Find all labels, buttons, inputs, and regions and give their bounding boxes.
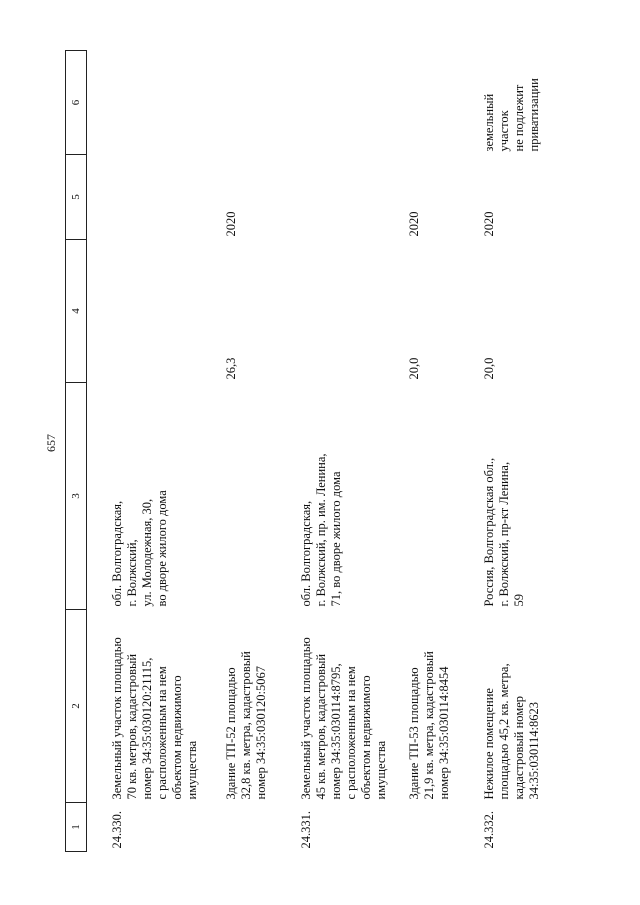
table-row xyxy=(269,51,389,852)
table-row xyxy=(389,51,452,852)
table-row xyxy=(200,51,269,852)
object-year: 2020 xyxy=(224,211,238,237)
object-address: обл. Волгоградская, г. Волжский, пр. им. Ленина, 71, во дворе жилого дома xyxy=(299,453,343,607)
column-header-4: 4 xyxy=(66,240,87,383)
row-number: 24.330. xyxy=(110,811,124,849)
object-address xyxy=(389,383,452,610)
object-year xyxy=(87,155,201,240)
object-note xyxy=(269,51,389,155)
object-address: обл. Волгоградская, г. Волжский, ул. Молодежная, 30, во дворе жилого дома xyxy=(110,490,169,607)
object-note xyxy=(200,51,269,155)
object-name: Здание ТП-53 площадью 21,9 кв. метра, кадастровый номер 34:35:030114:8454 xyxy=(407,651,451,800)
table-row xyxy=(87,51,201,852)
object-note xyxy=(389,51,452,155)
rotated-table-container xyxy=(65,52,585,852)
object-area xyxy=(269,240,389,383)
object-area: 26,3 xyxy=(224,357,238,380)
column-header-6: 6 xyxy=(66,51,87,155)
row-number xyxy=(389,803,452,852)
object-name: Здание ТП-52 площадью 32,8 кв. метра, кадастровый номер 34:35:030120:5067 xyxy=(224,651,268,800)
object-name: Нежилое помещение площадью 45,2 кв. метра, кадастровый номер 34:35:030114:8623 xyxy=(482,663,541,800)
row-number: 24.332. xyxy=(482,811,496,849)
object-name: Земельный участок площадью 70 кв. метров, кадастровый номер 34:35:030120:21115, с расположенным на нем объектом недвижимого имущества xyxy=(110,637,199,800)
table-row xyxy=(452,51,542,852)
object-area: 20,0 xyxy=(482,357,496,380)
column-header-5: 5 xyxy=(66,155,87,240)
object-address xyxy=(200,383,269,610)
object-year: 2020 xyxy=(407,211,421,237)
row-number: 24.331. xyxy=(299,811,313,849)
object-name: Земельный участок площадью 45 кв. метров, кадастровый номер 34:35:030114:8795, с расположенным на нем объектом недвижимого имущества xyxy=(299,637,388,800)
object-area: 20,0 xyxy=(407,357,421,380)
object-address: Россия, Волгоградская обл., г. Волжский, пр-кт Ленина, 59 xyxy=(482,457,526,607)
column-header-2: 2 xyxy=(66,610,87,803)
page-number: 657 xyxy=(44,434,58,452)
column-header-3: 3 xyxy=(66,383,87,610)
object-area xyxy=(87,240,201,383)
column-number-row xyxy=(66,51,87,852)
object-year: 2020 xyxy=(482,211,496,237)
row-number xyxy=(200,803,269,852)
object-note: земельный участок не подлежит приватизации xyxy=(482,78,541,152)
object-note xyxy=(87,51,201,155)
column-header-1: 1 xyxy=(66,803,87,852)
object-year xyxy=(269,155,389,240)
property-table xyxy=(65,50,542,852)
